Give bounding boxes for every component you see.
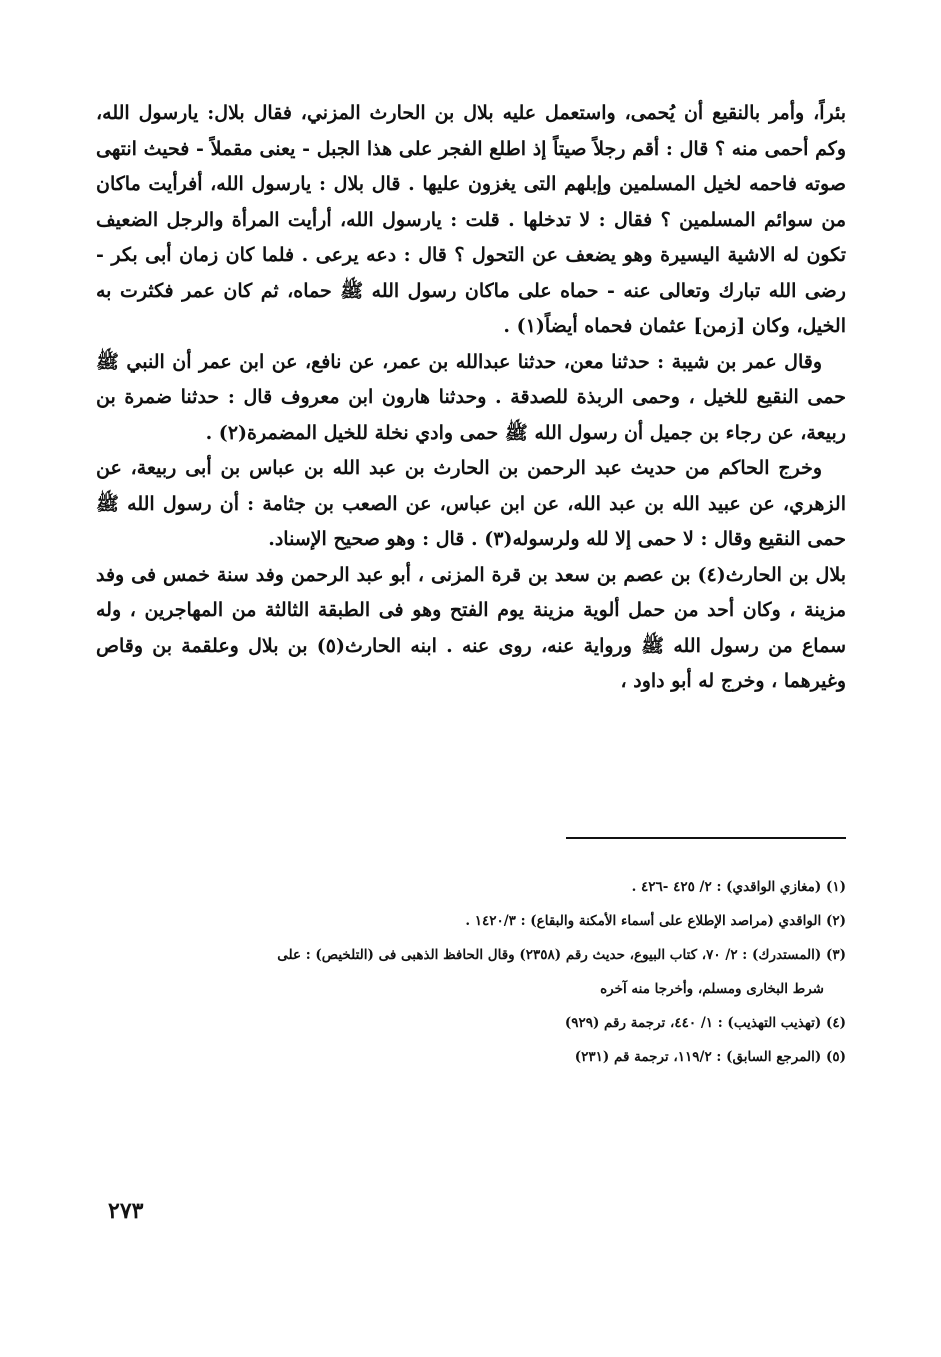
footnote-1: (١) (مغازي الواقدي) : ٢/ ٤٢٥ -٤٢٦ . <box>631 879 846 895</box>
paragraph-1: بئراً، وأمر بالنقيع أن يُحمى، واستعمل عليه بلال بن الحارث المزني، فقال بلال: يارسول الله، وكم أحمى منه ؟ قال : أقم رجلاً صيتاً إذ اطلع الفجر على هذا الجبل - يعنى مقملاً - فحيث انتهى صوته فاحمه لخيل المسلمين وإبلهم التى يغزون عليها . قال بلال : يارسول الله، أفرأيت ماكان من سوائم المسلمين ؟ فقال : لا تدخلها . قلت : يارسول الله، أرأيت المرأة والرجل الضعيف تكون له الاشية اليسيرة وهو يضعف عن التحول ؟ قال : دعه يرعى . فلما كان زمان أبى بكر - رضى الله تبارك وتعالى عنه - حماه على ماكان رسول الله ﷺ حماه، ثم كان عمر فكثرت به الخيل، وكان [زمن] عثمان فحماه أيضاً(١) . <box>96 102 846 337</box>
footnote-2: (٢) الواقدي (مراصد الإطلاع على أسماء الأمكنة والبقاع) : ١٤٢٠/٣ . <box>465 913 846 929</box>
footnote-5: (٥) (المرجع السابق) : ١١٩/٢، ترجمة قم (٢٣١) <box>574 1049 846 1065</box>
paragraph-2: وقال عمر بن شيبة : حدثنا معن، حدثنا عبدالله بن عمر، عن نافع، عن ابن عمر أن النبي ﷺ حمى النقيع للخيل ، وحمى الربذة للصدقة . وحدثنا هارون ابن معروف قال : حدثنا ضمرة بن ربيعة، عن رجاء بن جميل أن رسول الله ﷺ حمى وادي نخلة للخيل المضمرة(٢) . <box>96 350 846 444</box>
footnote-3: (٣) (المستدرك) : ٢/ ٧٠، كتاب البيوع، حديث رقم (٢٣٥٨) وقال الحافظ الذهبى فى (التلخيص) : على <box>277 947 846 963</box>
footnote-3-continuation <box>96 972 846 1006</box>
page-number: ٢٧٣ <box>108 1198 144 1224</box>
footnotes <box>96 870 846 1074</box>
main-text <box>96 96 846 700</box>
footnote-divider <box>566 837 846 839</box>
footnote-4: (٤) (تهذيب التهذيب) : ١/ ٤٤٠، ترجمة رقم (٩٢٩) <box>564 1015 846 1031</box>
paragraph-4: بلال بن الحارث(٤) بن عصم بن سعد بن قرة المزنى ، أبو عبد الرحمن وفد سنة خمس فى وفد مزينة ، وكان أحد من حمل ألوية مزينة يوم الفتح وهو فى الطبقة الثالثة من المهاجرين ، وله سماع من رسول الله ﷺ ورواية عنه، روى عنه . ابنه الحارث(٥) بن بلال وعلقمة بن وقاص وغيرهما ، وخرج له أبو داود ، <box>96 563 846 692</box>
footnote-3-continuation-text: شرط البخارى ومسلم، وأخرجا منه آخره <box>600 981 824 997</box>
paragraph-3: وخرج الحاكم من حديث عبد الرحمن بن الحارث بن عبد الله بن عباس بن أبى ربيعة، عن الزهري، عن عبيد الله بن عبد الله، عن ابن عباس، عن الصعب بن جثامة : أن رسول الله ﷺ حمى النقيع وقال : لا حمى إلا لله ولرسوله(٣) . قال : وهو صحيح الإسناد. <box>96 457 846 550</box>
